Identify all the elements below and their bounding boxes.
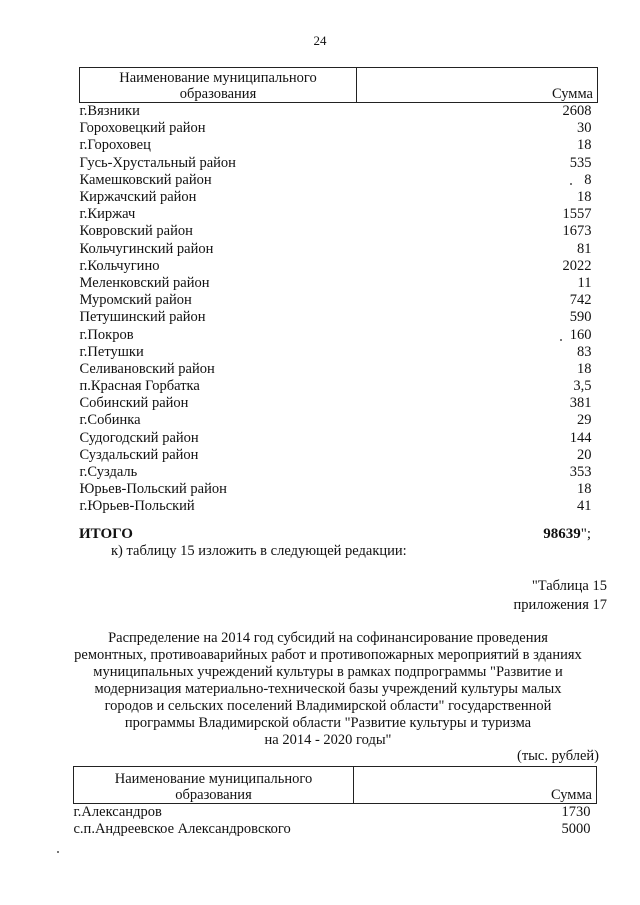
amendment-instruction: к) таблицу 15 изложить в следующей редакции:: [111, 543, 407, 559]
column-header-name-line: образования: [175, 787, 252, 803]
table-row: [80, 344, 598, 361]
table-row: [80, 464, 598, 481]
subsidy-amount: 2608: [562, 103, 592, 120]
subsidy-amount: 5000: [561, 821, 591, 838]
municipality-name: г.Собинка: [79, 412, 141, 429]
table-body: [74, 804, 597, 839]
column-header-name-line: Наименование муниципального: [119, 70, 317, 86]
municipality-name: г.Петушки: [79, 343, 144, 360]
subsidy-amount: 1730: [561, 804, 591, 821]
subsidy-amount: 1673: [562, 223, 592, 240]
subsidy-amount: 742: [569, 292, 592, 309]
municipality-name: г.Юрьев-Польский: [79, 498, 195, 515]
table-row: [80, 361, 598, 378]
municipality-name: г.Кольчугино: [79, 257, 160, 274]
municipality-name: Юрьев-Польский район: [79, 481, 227, 498]
table-row: [80, 155, 598, 172]
subsidy-amount: 590: [569, 309, 592, 326]
subsidy-amount: 535: [569, 154, 592, 171]
column-header-name: [74, 767, 354, 804]
table-row: [80, 206, 598, 223]
subsidy-amount: 20: [577, 446, 592, 463]
title-line: на 2014 - 2020 годы": [264, 732, 392, 748]
municipality-name: Селивановский район: [79, 360, 215, 377]
title-line: ремонтных, противоаварийных работ и противопожарных мероприятий в зданиях: [74, 647, 582, 663]
table-title: [58, 630, 598, 749]
table-caption-number: "Таблица 15: [531, 578, 607, 594]
municipality-name: Гороховецкий район: [79, 120, 206, 137]
municipality-name: Судогодский район: [79, 429, 199, 446]
table-row: [80, 378, 598, 395]
subsidy-amount: 18: [577, 481, 592, 498]
municipality-name: г.Александров: [73, 804, 162, 821]
municipality-name: Собинский район: [79, 395, 189, 412]
municipality-name: Ковровский район: [79, 223, 193, 240]
municipality-name: Камешковский район: [79, 171, 212, 188]
municipality-name: Киржачский район: [79, 189, 197, 206]
table-row: [80, 412, 598, 429]
column-header-name-line: образования: [179, 86, 257, 102]
municipality-name: Кольчугинский район: [79, 240, 214, 257]
municipality-name: Петушинский район: [79, 309, 206, 326]
title-line: муниципальных учреждений культуры в рамках подпрограммы "Развитие и: [93, 664, 563, 680]
municipality-name: п.Красная Горбатка: [79, 378, 200, 395]
column-header-sum: Сумма: [357, 68, 598, 103]
subsidy-amount: 144: [569, 429, 592, 446]
municipality-name: с.п.Андреевское Александровского: [73, 821, 291, 838]
subsidy-amount: 160: [569, 326, 592, 343]
table-row: [80, 447, 598, 464]
subsidy-amount: 41: [577, 498, 592, 515]
table-row: [80, 326, 598, 343]
municipality-name: Муромский район: [79, 292, 192, 309]
scan-mark: [560, 339, 562, 341]
table-body: [80, 103, 598, 516]
municipality-name: г.Покров: [79, 326, 134, 343]
table-row: [80, 498, 598, 515]
table-row: [80, 103, 598, 121]
subsidy-amount: 29: [577, 412, 592, 429]
subsidy-amount: 1557: [562, 206, 592, 223]
municipality-name: г.Киржач: [79, 206, 136, 223]
subsidy-table-15: [73, 766, 597, 838]
table-row: [80, 137, 598, 154]
table-row: [80, 223, 598, 240]
subsidy-amount: 2022: [562, 257, 592, 274]
subsidy-amount: 353: [569, 464, 592, 481]
subsidy-table-continued: [79, 67, 598, 516]
subsidy-amount: 381: [569, 395, 592, 412]
table-row: [80, 172, 598, 189]
scan-mark: [57, 851, 59, 853]
total-label: ИТОГО: [79, 526, 133, 542]
municipality-name: Суздальский район: [79, 446, 199, 463]
total-value-wrap: [543, 526, 591, 543]
subsidy-amount: 3,5: [573, 378, 592, 395]
table-row: [80, 120, 598, 137]
subsidy-amount: 83: [577, 343, 592, 360]
table-row: [80, 430, 598, 447]
subsidy-amount: 30: [577, 120, 592, 137]
table-header-row: [74, 767, 597, 804]
municipality-name: Гусь-Хрустальный район: [79, 154, 236, 171]
total-row: [79, 526, 598, 544]
column-header-name: [80, 68, 357, 103]
municipality-name: г.Суздаль: [79, 464, 138, 481]
table-caption-appendix: приложения 17: [513, 597, 607, 613]
units-label: (тыс. рублей): [517, 748, 599, 764]
subsidy-amount: 18: [577, 360, 592, 377]
municipality-name: Меленковский район: [79, 274, 210, 291]
subsidy-amount: 11: [577, 274, 592, 291]
title-line: Распределение на 2014 год субсидий на софинансирование проведения: [108, 630, 548, 646]
column-header-name-line: Наименование муниципального: [114, 771, 313, 787]
table-header-row: [80, 68, 598, 103]
scan-mark: [570, 183, 572, 185]
total-suffix: ";: [580, 526, 591, 542]
table-row: [74, 821, 597, 838]
column-header-sum: Сумма: [354, 767, 597, 804]
title-line: программы Владимирской области "Развитие культуры и туризма: [124, 715, 532, 731]
subsidy-amount: 81: [577, 240, 592, 257]
table-row: [80, 241, 598, 258]
table-row: [80, 258, 598, 275]
subsidy-amount: 18: [577, 137, 592, 154]
municipality-name: г.Гороховец: [79, 137, 151, 154]
title-line: городов и сельских поселений Владимирской области" государственной: [104, 698, 552, 714]
table-row: [80, 275, 598, 292]
subsidy-amount: 18: [577, 189, 592, 206]
table-row: [80, 309, 598, 326]
table-row: [80, 395, 598, 412]
table-row: [80, 481, 598, 498]
title-line: модернизация материально-технической базы учреждений культуры малых: [94, 681, 562, 697]
table-row: [80, 189, 598, 206]
subsidy-amount: 8: [584, 171, 592, 188]
total-value: 98639: [543, 526, 581, 542]
table-row: [74, 804, 597, 822]
table-row: [80, 292, 598, 309]
municipality-name: г.Вязники: [79, 103, 140, 120]
page-number: 24: [313, 33, 327, 48]
